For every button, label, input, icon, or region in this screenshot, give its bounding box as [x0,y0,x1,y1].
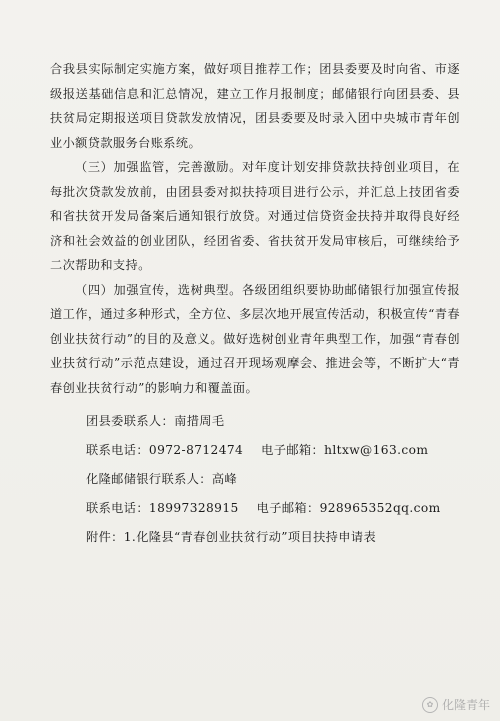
contact-block [50,407,460,552]
youth-contact-person: 团县委联系人：南措周毛 [86,414,225,428]
youth-phone: 联系电话：0972-8712474 [86,443,244,457]
watermark [422,696,490,713]
document-body [50,57,460,552]
bank-phone-email-line [50,494,460,523]
youth-email: 电子邮箱：hltxw@163.com [261,443,429,457]
paragraph-supervision: （三）加强监管，完善激励。对年度计划安排贷款扶持创业项目，在每批次贷款发放前，由团县委对拟扶持项目进行公示，并汇总上技团省委和省扶贫开发局备案后通知银行放贷。对通过信贷资金扶持并取得良好经济和社会效益的创业团队，经团省委、省扶贫开发局审核后，可继续给予二次帮助和支持。 [50,160,460,272]
paragraph-publicity: （四）加强宣传，选树典型。各级团组织要协助邮储银行加强宣传报道工作，通过多种形式，全方位、多层次地开展宣传活动，积极宣传“青春创业扶贫行动”的目的及意义。做好选树创业青年典型工作，加强“青春创业扶贫行动”示范点建设，通过召开现场观摩会、推进会等，不断扩大“青春创业扶贫行动”的影响力和覆盖面。 [50,282,460,395]
attachment-line [50,523,460,552]
attachment-text: 附件：1.化隆县“青春创业扶贫行动”项目扶持申请表 [86,530,377,544]
watermark-text: 化隆青年 [441,698,490,712]
paragraph-implementation: 合我县实际制定实施方案，做好项目推荐工作；团县委要及时向省、市逐级报送基础信息和汇总情况，建立工作月报制度；邮储银行向团县委、县扶贫局定期报送项目贷款发放情况，团县委要及时录入团中央城市青年创业小额贷款服务台账系统。 [50,62,460,150]
wechat-channel-icon: ✿ [422,697,438,713]
youth-phone-email-line [50,436,460,465]
bank-contact-person: 化隆邮储银行联系人：高峰 [86,472,238,486]
youth-contact-line [50,407,460,436]
bank-phone: 联系电话：18997328915 [86,501,239,515]
bank-email: 电子邮箱：928965352qq.com [256,501,441,515]
bank-contact-line [50,465,460,494]
